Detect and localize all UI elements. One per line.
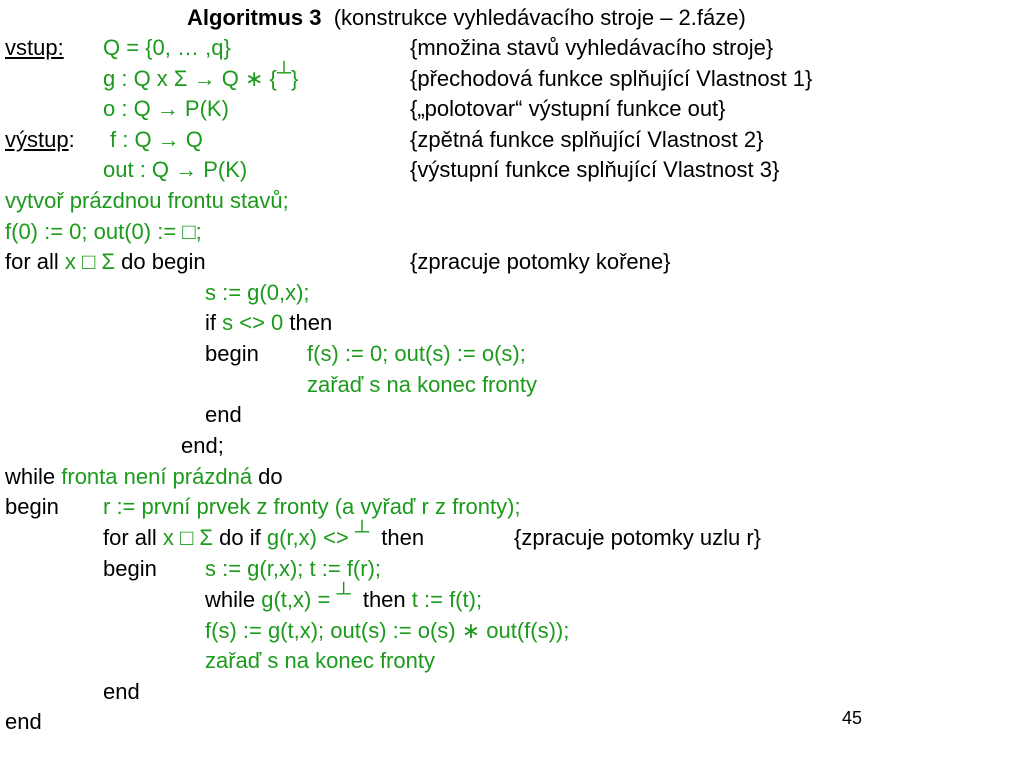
output-label-text: výstup xyxy=(5,127,69,152)
code-line xyxy=(205,583,483,614)
code-line: end xyxy=(205,402,242,427)
title-rest: (konstrukce vyhledávacího stroje – 2.fáze) xyxy=(333,5,746,30)
kw: while xyxy=(5,464,62,489)
code-line xyxy=(5,249,206,275)
kw: if xyxy=(205,310,223,335)
code-line: begin xyxy=(103,556,157,581)
output-out: out : Q → P(K) xyxy=(103,157,248,182)
code-line: begin xyxy=(5,494,59,519)
code-line: s := g(r,x); t := f(r); xyxy=(205,556,382,581)
expr: s <> 0 xyxy=(222,310,284,335)
code-line: begin xyxy=(205,341,259,366)
code-line: r := první prvek z fronty (a vyřaď r z fronty); xyxy=(103,494,521,519)
g-text-end: } xyxy=(291,66,299,91)
kw: do begin xyxy=(115,249,206,274)
code-line: f(s) := g(t,x); out(s) := o(s) ∗ out(f(s)); xyxy=(205,618,570,643)
expr: x □ Σ xyxy=(64,249,116,274)
code-line: end xyxy=(103,679,140,704)
code-line: vytvoř prázdnou frontu stavů; xyxy=(5,188,289,213)
expr: x □ Σ xyxy=(162,525,214,550)
kw: then xyxy=(283,310,333,335)
input-o: o : Q → P(K) xyxy=(103,96,229,121)
comment: {výstupní funkce splňující Vlastnost 3} xyxy=(410,157,780,182)
code-line: zařaď s na konec fronty xyxy=(307,372,537,397)
kw: for all xyxy=(103,525,163,550)
expr: g(t,x) = xyxy=(261,587,337,612)
kw: then xyxy=(350,587,412,612)
code-line: end; xyxy=(181,433,224,458)
comment: {množina stavů vyhledávacího stroje} xyxy=(410,35,774,60)
comment: {„polotovar“ výstupní funkce out} xyxy=(410,96,726,121)
expr: t := f(t); xyxy=(411,587,483,612)
code-line: s := g(0,x); xyxy=(205,280,310,305)
output-f: f : Q → Q xyxy=(110,127,203,152)
kw: do if xyxy=(213,525,267,550)
code-line: f(s) := 0; out(s) := o(s); xyxy=(307,341,526,366)
code-line xyxy=(5,464,283,490)
kw: then xyxy=(369,525,425,550)
output-label xyxy=(5,127,75,153)
expr: fronta není prázdná xyxy=(61,464,253,489)
expr: g(r,x) <> xyxy=(266,525,355,550)
input-q: Q = {0, … ,q} xyxy=(103,35,231,60)
slide-title xyxy=(187,5,746,31)
bottom-symbol: ┴ xyxy=(354,521,370,543)
bottom-symbol: ┴ xyxy=(276,62,292,84)
comment: {přechodová funkce splňující Vlastnost 1} xyxy=(410,66,813,91)
code-line xyxy=(205,310,332,336)
code-line xyxy=(103,521,425,552)
kw: for all xyxy=(5,249,65,274)
bottom-symbol: ┴ xyxy=(336,583,351,605)
comment: {zpracuje potomky kořene} xyxy=(410,249,671,274)
colon: : xyxy=(68,127,75,152)
code-line: end xyxy=(5,709,42,734)
kw: while xyxy=(205,587,262,612)
input-label: vstup: xyxy=(5,35,64,60)
code-line: zařaď s na konec fronty xyxy=(205,648,435,673)
page-number: 45 xyxy=(842,708,863,728)
input-g xyxy=(103,62,299,93)
g-text: g : Q x Σ → Q ∗ { xyxy=(103,66,277,91)
comment: {zpětná funkce splňující Vlastnost 2} xyxy=(410,127,764,152)
code-line: f(0) := 0; out(0) := □; xyxy=(5,219,202,244)
title-bold: Algoritmus 3 xyxy=(187,5,322,30)
comment: {zpracuje potomky uzlu r} xyxy=(514,525,762,550)
kw: do xyxy=(252,464,283,489)
